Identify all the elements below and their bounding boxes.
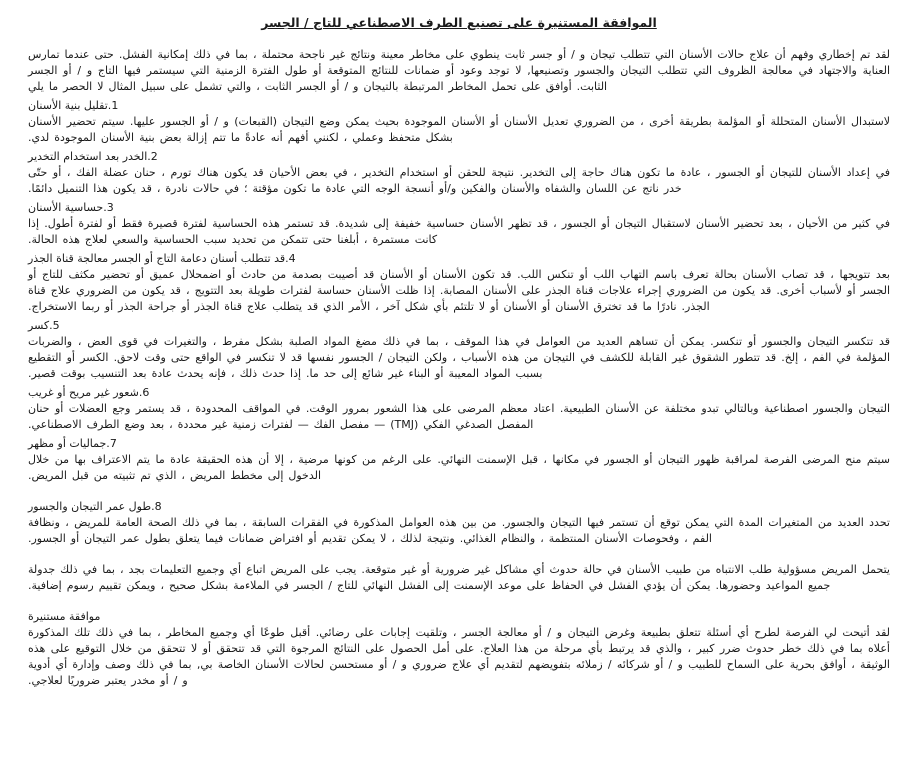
section-2: [28, 149, 890, 197]
section-1-body: لاستبدال الأسنان المتحللة أو المؤلمة بطريقة أخرى ، من الضروري تعديل الأسنان أو الأسنان الموجودة بحيث يمكن وضع التيجان (القبعات) و / أو الجسور عليها. سيتم تحضير الأسنان بشكل متحفظ وعملي ، لكنني أفهم أنه عادةً ما تتم إزالة بعض بنية الأسنان الموجودة لدي.: [28, 115, 890, 144]
document-title: الموافقة المستنيرة على تصنيع الطرف الاصطناعي للتاج / الجسر: [261, 15, 657, 30]
section-2-body: في إعداد الأسنان للتيجان أو الجسور ، عادة ما تكون هناك حاجة إلى التخدير. نتيجة للحقن أو استخدام التخدير ، في بعض الأحيان قد يكون هناك تورم ، حنان عضلة الفك ، أو حتّى خدر ناتج عن اللسان والشفاه والأسنان والفكين و/أو أنسجة الوجه التي عادة ما تكون مؤقتة ؛ في حالات نادرة ، قد يكون هذا التنميل دائمًا.: [28, 166, 890, 195]
section-5-body: قد تتكسر التيجان والجسور أو تنكسر. يمكن أن تساهم العديد من العوامل في هذا الموقف ، بما في ذلك مضغ المواد الصلبة بشكل مفرط ، والتغيرات في قوى العض ، والضربات المؤلمة في الفم ، إلخ. قد تتطور الشقوق غير القابلة للكشف في التيجان من هذه الأسباب ، ولكن التيجان / الجسور نفسها قد لا تنكسر في الواقع حتى وقت لاحق. الكسر أو التقطيع بسبب المواد المعيبة أو البناء غير شائع إلى حد ما. إذا حدث ذلك ، فإنه يحدث عادة بعد التنسيب بوقت قصير.: [28, 335, 890, 380]
section-6: [28, 385, 890, 433]
section-5-heading: 5.كسر: [28, 319, 60, 332]
section-3-heading: 3.حساسية الأسنان: [28, 201, 114, 214]
section-6-body: التيجان والجسور اصطناعية وبالتالي تبدو مختلفة عن الأسنان الطبيعية. اعتاد معظم المرضى على هذا الشعور بمرور الوقت. في المواقف المحدودة ، قد يستمر وجع العضلات أو حنان المفصل الصدغي الفكي (TMJ) — مفصل الفك — لفترات زمنية غير محددة ، بعد وضع الطرف الاصطناعي.: [28, 402, 890, 431]
section-1: [28, 98, 890, 146]
section-4-heading: 4.قد تتطلب أسنان دعامة التاج أو الجسر معالجة قناة الجذر: [28, 252, 296, 265]
informed-consent-paragraph: لقد أتيحت لي الفرصة لطرح أي أسئلة تتعلق بطبيعة وغرض التيجان و / أو معالجة الجسر ، وتلقيت إجابات على رضائي. أقبل طوعًا أي وجميع المخاطر ، بما في ذلك تلك المذكورة أعلاه بما في ذلك خطر حدوث ضرر كبير ، والذي قد يرتبط بأي مرحلة من هذا العلاج. على أمل الحصول على النتائج المرجوة التي قد تتحقق أو لا تتحقق من خلال التوقيع على هذه الوثيقة ، أوافق بحرية على السماح للطبيب و / أو شركائه / زملائه بتفويضهم لتقديم أي علاج ضروري و / أو مستحسن لحالات الأسنان الخاصة بي, بما في ذلك وصف وإدارة أي أدوية و / أو مخدر يعتبر ضروريًا لعلاجي.: [28, 626, 890, 687]
patient-responsibility-paragraph: يتحمل المريض مسؤولية طلب الانتباه من طبيب الأسنان في حالة حدوث أي مشاكل غير ضرورية أو غير متوقعة. يجب على المريض اتباع أي وجميع التعليمات بجد ، بما في ذلك جدولة جميع المواعيد وحضورها. يمكن أن يؤدي الفشل في الحفاظ على موعد الإسمنت إلى الفشل النهائي للتاج / الجسر في الملاءمة بشكل صحيح ، ويمكن تقييم رسوم إضافية.: [28, 563, 890, 592]
section-2-heading: 2.الخدر بعد استخدام التخدير: [28, 150, 158, 163]
section-8-heading: 8.طول عمر التيجان والجسور: [28, 500, 162, 513]
intro-paragraph: لقد تم إخطاري وفهم أن علاج حالات الأسنان التي تتطلب تيجان و / أو جسر ثابت ينطوي على مخاطر معينة ونتائج غير ناجحة محتملة ، بما في ذلك إمكانية الفشل. حتى عندما تمارس العناية والاجتهاد في معالجة الظروف التي تتطلب التيجان والجسور وتصنيعها, لا توجد وعود أو ضمانات للنتائج المتوقعة أو طول الفترة الزمنية التي سيستمر فيها التاج و / أو الجسر الثابت. أوافق على تحمل المخاطر المرتبطة بالتيجان و / أو الجسر الثابت ، والتي تشمل على سبيل المثال لا الحصر ما يلي: [28, 48, 890, 93]
section-6-heading: 6.شعور غير مريح أو غريب: [28, 386, 150, 399]
section-4: [28, 251, 890, 315]
section-7: [28, 436, 890, 484]
section-8-body: تحدد العديد من المتغيرات المدة التي يمكن توقع أن تستمر فيها التيجان والجسور. من بين هذه العوامل المذكورة في الفقرات السابقة ، بما في ذلك الصحة العامة للمريض ، ونظافة الفم ، وفحوصات الأسنان المنتظمة ، والنظام الغذائي. ونتيجة لذلك ، لا يمكن تقديم أو افتراض ضمانات فيما يتعلق بطول عمر التيجان أو الجسور.: [28, 516, 890, 545]
section-4-body: بعد تتويجها ، قد تصاب الأسنان بحالة تعرف باسم التهاب اللب أو تنكس اللب. قد تكون الأسنان أو الأسنان قد أصيبت بصدمة من حادث أو اضمحلال عميق أو تحضير مكثف للتاج أو الجسر أو لأسباب أخرى. قد يكون من الضروري إجراء علاجات قناة الجذر على الأسنان المصابة. إذا ظلت الأسنان حساسة لفترات طويلة بعد التتويج ، قد يكون من الضروري علاج قناة الجذر. نادرًا ما قد تخترق الأسنان أو الأسنان أو لا تلتئم بأي شكل آخر ، الأمر الذي قد يتطلب علاج قناة الجذر أو جراحة الجذر أو ربما الاستخراج.: [28, 268, 890, 313]
section-1-heading: 1.تقليل بنية الأسنان: [28, 99, 119, 112]
section-7-body: سيتم منح المرضى الفرصة لمراقبة ظهور التيجان أو الجسور في مكانها ، قبل الإسمنت النهائي. على الرغم من كونها مرضية ، إلا أن هذه الحقيقة عادة ما يتم الاعتراف بها من خلال الدخول إلى مخطط المريض ، الذي تم تثبيته من قبل المريض.: [28, 453, 890, 482]
informed-consent-heading: موافقة مستنيرة: [28, 610, 101, 623]
section-7-heading: 7.جماليات أو مظهر: [28, 437, 117, 450]
section-3: [28, 200, 890, 248]
section-5: [28, 318, 890, 382]
section-8: [28, 499, 890, 547]
section-3-body: في كثير من الأحيان ، بعد تحضير الأسنان لاستقبال التيجان أو الجسور ، قد تظهر الأسنان حساسية خفيفة إلى شديدة. قد تستمر هذه الحساسية لفترة قصيرة فقط أو لفترة أطول. إذا كانت مستمرة ، أبلغنا حتى تتمكن من تحديد سبب الحساسية والسعي لعلاج هذه الحالة.: [28, 217, 890, 246]
